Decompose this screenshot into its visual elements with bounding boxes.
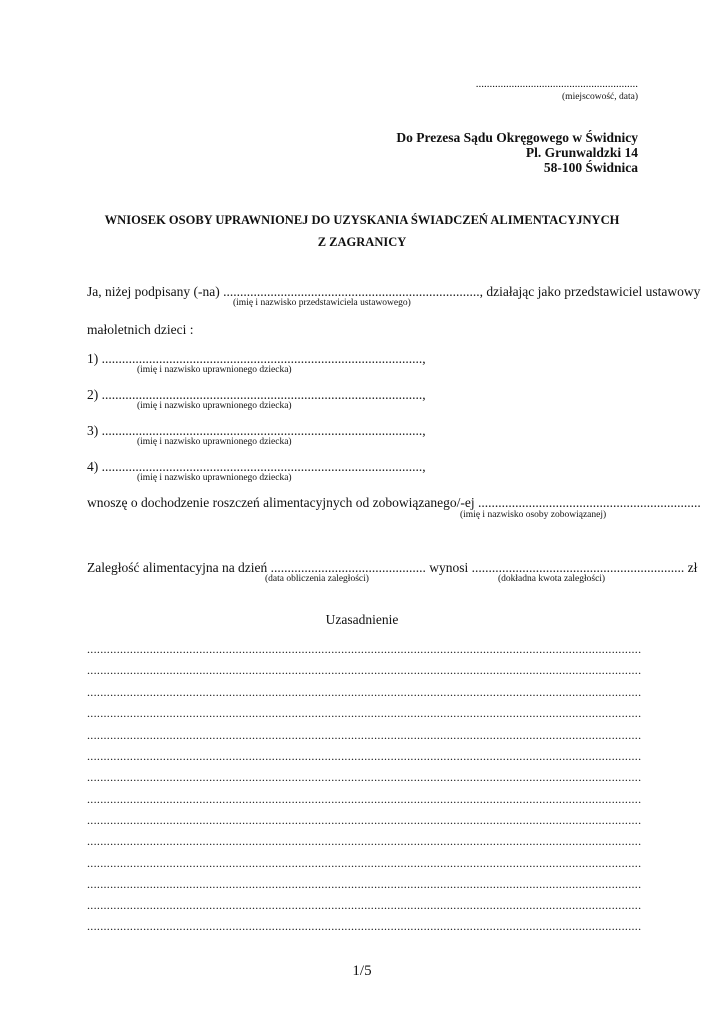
child-2-field[interactable]: 2) ..............................................................................................., — [87, 387, 426, 402]
justification-line[interactable]: ........................................................................................................................................................................ — [87, 813, 642, 827]
document-title-line-1: WNIOSEK OSOBY UPRAWNIONEJ DO UZYSKANIA ŚWIADCZEŃ ALIMENTACYJNYCH — [104, 213, 620, 227]
child-1-field[interactable]: 1) ..............................................................................................., — [87, 351, 426, 366]
obligor-caption: (imię i nazwisko osoby zobowiązanej) — [460, 510, 607, 520]
applicant-line[interactable]: Ja, niżej podpisany (-na) ............................................................................, działając jako przedstawiciel ustawowy — [87, 284, 701, 299]
addressee-line-3: 58-100 Świdnica — [543, 160, 638, 175]
document-title-line-2: Z ZAGRANICY — [317, 235, 407, 249]
justification-line[interactable]: ........................................................................................................................................................................ — [87, 642, 642, 656]
justification-line[interactable]: ........................................................................................................................................................................ — [87, 728, 642, 742]
justification-heading: Uzasadnienie — [325, 612, 399, 627]
child-3-caption: (imię i nazwisko uprawnionego dziecka) — [137, 437, 292, 447]
child-3-field[interactable]: 3) ..............................................................................................., — [87, 423, 426, 438]
obligor-line[interactable]: wnoszę o dochodzenie roszczeń alimentacyjnych od zobowiązanego/-ej .................................................................. — [87, 495, 701, 510]
justification-line[interactable]: ........................................................................................................................................................................ — [87, 770, 642, 784]
justification-line[interactable]: ........................................................................................................................................................................ — [87, 856, 642, 870]
addressee-line-1: Do Prezesa Sądu Okręgowego w Świdnicy — [396, 130, 638, 145]
arrears-date-caption: (data obliczenia zaległości) — [265, 574, 369, 584]
child-4-caption: (imię i nazwisko uprawnionego dziecka) — [137, 473, 292, 483]
page-number: 1/5 — [352, 963, 372, 979]
justification-line[interactable]: ........................................................................................................................................................................ — [87, 663, 642, 677]
justification-line[interactable]: ........................................................................................................................................................................ — [87, 898, 642, 912]
justification-line[interactable]: ........................................................................................................................................................................ — [87, 834, 642, 848]
children-intro: małoletnich dzieci : — [87, 322, 194, 337]
child-1-caption: (imię i nazwisko uprawnionego dziecka) — [137, 365, 292, 375]
child-2-caption: (imię i nazwisko uprawnionego dziecka) — [137, 401, 292, 411]
justification-line[interactable]: ........................................................................................................................................................................ — [87, 919, 642, 933]
arrears-amount-caption: (dokładna kwota zaległości) — [498, 574, 606, 584]
justification-line[interactable]: ........................................................................................................................................................................ — [87, 877, 642, 891]
justification-line[interactable]: ........................................................................................................................................................................ — [87, 706, 642, 720]
justification-line[interactable]: ........................................................................................................................................................................ — [87, 685, 642, 699]
place-date-caption: (miejscowość, data) — [562, 92, 638, 102]
arrears-line[interactable]: Zaległość alimentacyjna na dzień .............................................. wynosi ............................................................... zł — [87, 560, 698, 575]
addressee-line-2: Pl. Grunwaldzki 14 — [525, 145, 638, 160]
justification-line[interactable]: ........................................................................................................................................................................ — [87, 792, 642, 806]
justification-line[interactable]: ........................................................................................................................................................................ — [87, 749, 642, 763]
child-4-field[interactable]: 4) ..............................................................................................., — [87, 459, 426, 474]
place-date-field[interactable]: ........................................................... — [475, 78, 638, 90]
applicant-caption: (imię i nazwisko przedstawiciela ustawowego) — [233, 298, 411, 308]
